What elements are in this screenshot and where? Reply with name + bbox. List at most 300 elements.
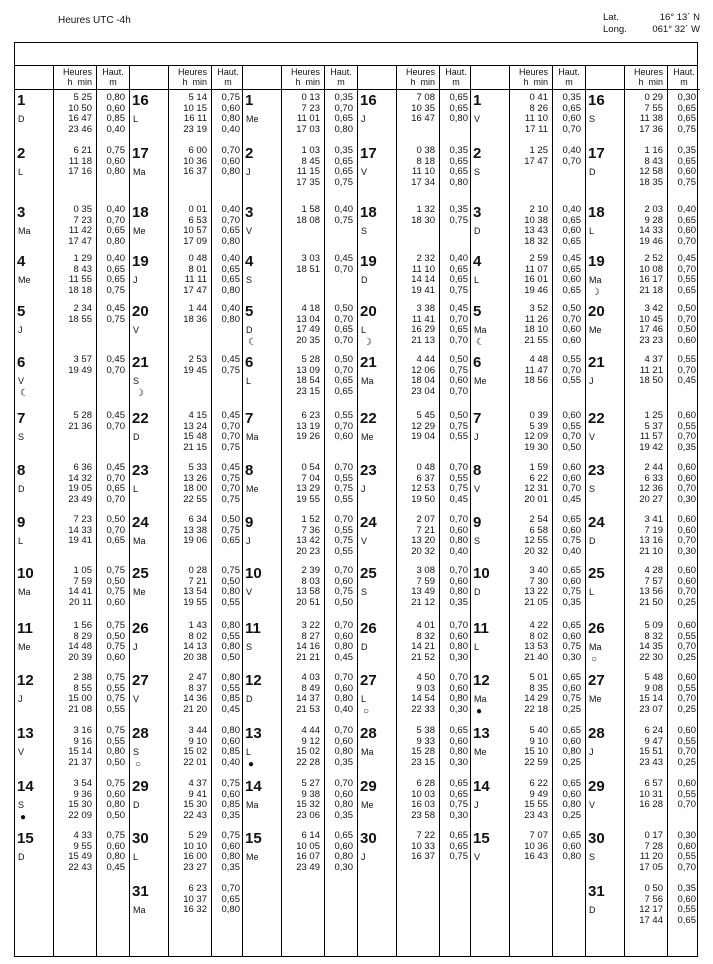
tide-height: 0,85: [221, 693, 240, 704]
heures-label: Heures: [290, 67, 320, 77]
day-number: 26: [588, 620, 605, 637]
tide-time: 3 41: [644, 514, 663, 525]
tide-height: 0,70: [334, 620, 353, 631]
tide-height: 0,60: [562, 682, 581, 694]
tide-time: 14 54: [411, 693, 435, 704]
tide-time: 9 55: [73, 840, 92, 852]
tide-time: 23 15: [411, 756, 435, 768]
tide-time: 23 27: [183, 861, 207, 873]
tide-height: 0,65: [449, 155, 468, 167]
tide-height: 0,60: [677, 565, 696, 576]
day-number: 23: [132, 462, 149, 479]
tide-height: 0,65: [449, 166, 468, 177]
day-number: 16: [588, 92, 605, 109]
weekday-label: D: [18, 114, 25, 124]
tide-time: 6 23: [188, 883, 207, 894]
tide-time: 21 55: [524, 334, 548, 346]
day-number: 11: [245, 620, 261, 637]
tide-height: 0,70: [221, 883, 240, 894]
tide-height: 0,70: [449, 514, 468, 525]
tide-time: 10 36: [524, 840, 548, 852]
tide-time: 1 44: [188, 303, 207, 314]
tide-time: 15 49: [68, 851, 92, 862]
heures-label: Heures: [62, 67, 92, 77]
tide-height: 0,80: [562, 799, 581, 810]
height-column-header: [553, 67, 585, 87]
tide-time: 5 37: [644, 420, 663, 432]
tide-height: 0,60: [562, 410, 581, 421]
tide-time: 4 03: [301, 672, 320, 683]
tide-time: 15 28: [411, 746, 435, 757]
half-column: [129, 65, 244, 957]
tide-time: 10 38: [524, 214, 548, 226]
tide-height: 0,60: [677, 893, 696, 905]
tide-height: 0,40: [106, 253, 125, 264]
day-number: 21: [132, 354, 149, 371]
tide-time: 18 54: [296, 375, 320, 386]
tide-height: 0,80: [449, 586, 468, 597]
tide-height: 0,80: [562, 746, 581, 757]
weekday-label: S: [589, 114, 596, 124]
tide-height: 0,65: [677, 914, 696, 926]
weekday-label: S: [133, 747, 140, 757]
tide-height: 0,55: [677, 682, 696, 694]
tide-time: 20 51: [296, 596, 320, 608]
lat-label: Lat.: [603, 12, 619, 23]
tide-height: 0,70: [562, 364, 581, 376]
day-number: 19: [360, 253, 377, 270]
tide-height: 0,60: [562, 324, 581, 335]
tide-time: 18 18: [68, 284, 92, 296]
day-number: 10: [17, 565, 34, 582]
tide-time: 2 03: [644, 204, 663, 215]
tide-time: 12 29: [411, 420, 435, 432]
lat-value: 16° 13´ N: [659, 12, 700, 23]
tide-time: 19 49: [68, 364, 92, 376]
tide-height: 0,55: [677, 420, 696, 432]
tide-height: 0,70: [562, 483, 581, 494]
tide-time: 13 29: [296, 483, 320, 494]
tide-height: 0,75: [221, 778, 240, 789]
heures-label: Heures: [633, 67, 663, 77]
tide-height: 0,75: [562, 586, 581, 597]
weekday-label: V: [361, 536, 368, 546]
long-label: Long.: [603, 24, 627, 35]
day-number: 6: [17, 354, 26, 371]
tide-time: 21 50: [639, 596, 663, 608]
tide-time: 7 23: [73, 214, 92, 226]
day-number: 18: [588, 204, 605, 221]
weekday-label: S: [361, 226, 368, 236]
heures-label: Heures: [177, 67, 207, 77]
tide-height: 0,40: [562, 545, 581, 557]
day-number: 4: [245, 253, 254, 270]
time-column-header: [55, 67, 92, 87]
tide-time: 6 21: [73, 145, 92, 156]
tide-height: 0,45: [677, 375, 696, 386]
tide-height: 0,35: [562, 92, 581, 103]
tide-height: 0,30: [677, 493, 696, 505]
tide-height: 0,75: [677, 176, 696, 188]
tide-height: 0,70: [106, 524, 125, 536]
weekday-label: S: [589, 852, 596, 862]
tide-time: 20 38: [183, 651, 207, 663]
tide-time: 13 20: [411, 535, 435, 546]
tide-height: 0,60: [562, 334, 581, 346]
weekday-label: S: [18, 432, 25, 442]
day-number: 17: [360, 145, 377, 162]
tide-time: 11 10: [411, 166, 435, 177]
tide-height: 0,35: [449, 145, 468, 156]
tide-height: 0,75: [562, 693, 581, 704]
tide-height: 0,70: [677, 431, 696, 442]
tide-height: 0,55: [562, 354, 581, 365]
tide-time: 10 57: [183, 225, 207, 236]
tide-time: 22 01: [183, 756, 207, 768]
tide-time: 5 39: [529, 420, 548, 432]
column-divider: [281, 65, 282, 957]
tide-height: 0,65: [221, 263, 240, 275]
tide-time: 18 35: [639, 176, 663, 188]
tide-height: 0,40: [221, 204, 240, 215]
tide-time: 1 59: [529, 462, 548, 473]
tide-time: 2 53: [188, 354, 207, 365]
tide-time: 23 07: [639, 703, 663, 715]
tide-time: 0 17: [644, 830, 663, 841]
weekday-label: Me: [246, 484, 259, 494]
tide-height: 0,75: [106, 620, 125, 631]
tide-time: 10 10: [183, 840, 207, 852]
tide-height: 0,70: [562, 155, 581, 167]
tide-time: 6 14: [301, 830, 320, 841]
tide-time: 0 48: [188, 253, 207, 264]
tide-time: 19 42: [639, 441, 663, 453]
moon-phase-icon: ☽: [135, 388, 144, 399]
weekday-label: Me: [18, 275, 31, 285]
tide-time: 21 40: [524, 651, 548, 663]
tide-time: 15 10: [524, 746, 548, 757]
tide-height: 0,60: [677, 840, 696, 852]
tide-height: 0,25: [562, 809, 581, 821]
tide-height: 0,60: [562, 575, 581, 587]
tide-height: 0,55: [562, 375, 581, 386]
weekday-label: L: [133, 852, 139, 862]
tide-height: 0,75: [106, 778, 125, 789]
tide-height: 0,70: [677, 263, 696, 275]
day-number: 19: [132, 253, 149, 270]
haut-label: Haut.: [330, 67, 352, 77]
tide-time: 22 33: [411, 703, 435, 715]
tide-time: 6 28: [416, 778, 435, 789]
tide-time: 22 30: [639, 651, 663, 663]
tide-time: 14 14: [411, 274, 435, 285]
tide-height: 0,40: [221, 303, 240, 314]
tide-time: 2 38: [73, 672, 92, 683]
tide-height: 0,35: [562, 596, 581, 608]
tide-height: 0,70: [106, 364, 125, 376]
day-number: 4: [17, 253, 26, 270]
tide-height: 0,75: [449, 851, 468, 862]
tide-height: 0,65: [449, 274, 468, 285]
tide-time: 5 29: [188, 830, 207, 841]
tide-time: 23 15: [296, 385, 320, 397]
tide-time: 14 37: [296, 693, 320, 704]
tide-time: 15 55: [524, 799, 548, 810]
day-number: 28: [132, 725, 149, 742]
tide-height: 0,35: [334, 809, 353, 821]
tide-time: 7 23: [73, 514, 92, 525]
day-number: 20: [132, 303, 149, 320]
weekday-label: Ma: [474, 694, 487, 704]
tide-time: 2 34: [73, 303, 92, 314]
tide-time: 9 38: [301, 788, 320, 800]
tide-time: 5 38: [416, 725, 435, 736]
weekday-label: J: [18, 694, 23, 704]
weekday-label: S: [361, 587, 368, 597]
tide-time: 7 07: [529, 830, 548, 841]
tide-time: 11 10: [411, 263, 435, 275]
tide-time: 10 08: [639, 263, 663, 275]
column-divider: [168, 65, 169, 957]
hmin-label: h min: [638, 77, 663, 87]
tide-height: 0,75: [449, 483, 468, 494]
tide-height: 0,70: [334, 672, 353, 683]
tide-height: 0,70: [106, 214, 125, 226]
day-number: 2: [473, 145, 482, 162]
tide-time: 14 35: [639, 641, 663, 652]
tide-time: 5 14: [188, 92, 207, 103]
day-number: 14: [17, 778, 34, 795]
weekday-label: V: [133, 325, 140, 335]
weekday-label: Me: [361, 800, 374, 810]
day-number: 13: [473, 725, 490, 742]
weekday-label: L: [361, 325, 367, 335]
day-number: 9: [473, 514, 482, 531]
tide-time: 1 16: [644, 145, 663, 156]
tide-time: 1 43: [188, 620, 207, 631]
weekday-label: S: [246, 275, 253, 285]
weekday-label: S: [589, 484, 596, 494]
weekday-label: D: [18, 852, 25, 862]
tide-time: 12 06: [411, 364, 435, 376]
tide-time: 6 53: [188, 214, 207, 226]
tide-time: 11 07: [524, 263, 548, 275]
tide-time: 16 37: [411, 851, 435, 862]
tide-height: 0,65: [449, 92, 468, 103]
tide-height: 0,70: [221, 420, 240, 432]
header-divider: [586, 89, 700, 90]
tide-height: 0,75: [221, 441, 240, 453]
tide-height: 0,80: [449, 113, 468, 124]
tide-time: 15 32: [296, 799, 320, 810]
tide-height: 0,50: [677, 324, 696, 335]
tide-height: 0,50: [334, 303, 353, 314]
tide-time: 9 08: [644, 682, 663, 694]
day-number: 31: [132, 883, 149, 900]
time-column-header: [398, 67, 435, 87]
tide-height: 0,30: [449, 809, 468, 821]
weekday-label: Ma: [133, 905, 146, 915]
tide-height: 0,60: [677, 725, 696, 736]
tide-time: 3 44: [188, 725, 207, 736]
tide-time: 0 13: [301, 92, 320, 103]
day-number: 3: [473, 204, 482, 221]
weekday-label: Me: [18, 642, 31, 652]
tide-height: 0,80: [449, 176, 468, 188]
day-number: 18: [360, 204, 377, 221]
tide-height: 0,55: [221, 596, 240, 608]
weekday-label: L: [474, 642, 480, 652]
tide-height: 0,65: [449, 778, 468, 789]
weekday-label: J: [361, 852, 366, 862]
tide-time: 18 55: [68, 313, 92, 325]
day-number: 25: [360, 565, 377, 582]
tide-height: 0,65: [562, 514, 581, 525]
haut-label: Haut.: [673, 67, 695, 77]
tide-height: 0,55: [677, 354, 696, 365]
haut-label: Haut.: [445, 67, 467, 77]
tide-time: 16 07: [296, 851, 320, 862]
tide-time: 21 36: [68, 420, 92, 432]
tide-time: 23 43: [524, 809, 548, 821]
tide-height: 0,80: [449, 693, 468, 704]
tide-time: 8 02: [529, 630, 548, 642]
tide-height: 0,80: [106, 92, 125, 103]
tide-time: 17 11: [524, 123, 548, 135]
tide-time: 19 45: [183, 364, 207, 376]
tide-time: 8 43: [644, 155, 663, 167]
tide-height: 0,75: [106, 693, 125, 704]
day-number: 23: [360, 462, 377, 479]
tide-height: 0,50: [677, 303, 696, 314]
tide-time: 23 46: [68, 123, 92, 135]
tide-height: 0,65: [562, 102, 581, 114]
tide-time: 13 24: [183, 420, 207, 432]
tide-height: 0,60: [334, 682, 353, 694]
tide-height: 0,65: [562, 620, 581, 631]
tide-time: 8 45: [301, 155, 320, 167]
tide-height: 0,45: [106, 410, 125, 421]
tide-height: 0,70: [449, 565, 468, 576]
tide-height: 0,80: [106, 166, 125, 177]
tide-height: 0,75: [106, 725, 125, 736]
tide-time: 21 52: [411, 651, 435, 663]
tide-height: 0,40: [106, 204, 125, 215]
tide-height: 0,70: [334, 725, 353, 736]
moon-phase-icon: ☽: [591, 287, 600, 298]
tide-height: 0,75: [334, 535, 353, 546]
tide-time: 2 10: [529, 204, 548, 215]
tide-time: 6 33: [644, 472, 663, 484]
tide-height: 0,35: [677, 145, 696, 156]
hmin-label: h min: [182, 77, 207, 87]
tide-height: 0,65: [677, 113, 696, 124]
tide-time: 8 18: [416, 155, 435, 167]
tide-time: 15 00: [68, 693, 92, 704]
tide-height: 0,80: [221, 620, 240, 631]
day-number: 30: [360, 830, 377, 847]
column-divider: [552, 65, 553, 957]
tide-time: 23 49: [296, 861, 320, 873]
tide-height: 0,70: [334, 334, 353, 346]
day-number: 17: [132, 145, 149, 162]
tide-height: 0,75: [221, 524, 240, 536]
day-number: 13: [17, 725, 34, 742]
tide-height: 0,65: [562, 214, 581, 226]
meter-label: m: [109, 77, 117, 87]
tide-time: 22 28: [296, 756, 320, 768]
tide-time: 13 53: [524, 641, 548, 652]
day-number: 3: [17, 204, 26, 221]
tide-time: 4 44: [416, 354, 435, 365]
hmin-label: h min: [295, 77, 320, 87]
tide-time: 8 29: [73, 630, 92, 642]
tide-height: 0,65: [221, 893, 240, 905]
tide-height: 0,75: [106, 313, 125, 325]
tide-time: 16 43: [524, 851, 548, 862]
tide-height: 0,80: [449, 746, 468, 757]
tide-time: 21 10: [639, 545, 663, 557]
tide-time: 21 20: [183, 703, 207, 715]
weekday-label: Me: [474, 747, 487, 757]
tide-height: 0,40: [677, 204, 696, 215]
tide-time: 23 49: [68, 493, 92, 505]
tide-height: 0,55: [334, 472, 353, 484]
tide-time: 15 02: [296, 746, 320, 757]
tide-height: 0,55: [677, 735, 696, 747]
tide-time: 20 23: [296, 545, 320, 557]
month-column: [15, 65, 243, 957]
tide-time: 2 54: [529, 514, 548, 525]
tide-height: 0,60: [449, 630, 468, 642]
tide-time: 9 41: [188, 788, 207, 800]
weekday-label: J: [246, 167, 251, 177]
half-column: [585, 65, 700, 957]
tide-height: 0,70: [334, 462, 353, 473]
tide-height: 0,60: [334, 840, 353, 852]
tide-height: 0,30: [449, 651, 468, 663]
tide-time: 15 48: [183, 431, 207, 442]
tide-height: 0,75: [221, 565, 240, 576]
moon-phase-icon: ●: [248, 759, 255, 770]
haut-label: Haut.: [217, 67, 239, 77]
tide-height: 0,60: [677, 778, 696, 789]
column-divider: [396, 65, 397, 957]
tide-height: 0,80: [334, 641, 353, 652]
tide-time: 21 13: [411, 334, 435, 346]
weekday-label: J: [246, 536, 251, 546]
weekday-label: L: [361, 694, 367, 704]
tide-time: 11 47: [524, 364, 548, 376]
tide-time: 18 50: [639, 375, 663, 386]
weekday-label: D: [589, 167, 596, 177]
tide-height: 0,65: [334, 375, 353, 386]
tide-time: 7 28: [644, 840, 663, 852]
month-column: [243, 65, 471, 957]
tide-time: 14 21: [411, 641, 435, 652]
day-number: 22: [588, 410, 605, 427]
tide-time: 8 01: [188, 263, 207, 275]
tide-time: 10 50: [68, 102, 92, 114]
weekday-label: Ma: [474, 325, 487, 335]
tide-time: 2 07: [416, 514, 435, 525]
day-number: 27: [132, 672, 149, 689]
tide-time: 12 53: [411, 483, 435, 494]
tide-height: 0,50: [334, 596, 353, 608]
tide-time: 5 33: [188, 462, 207, 473]
tide-time: 23 06: [296, 809, 320, 821]
tide-height: 0,75: [562, 535, 581, 546]
